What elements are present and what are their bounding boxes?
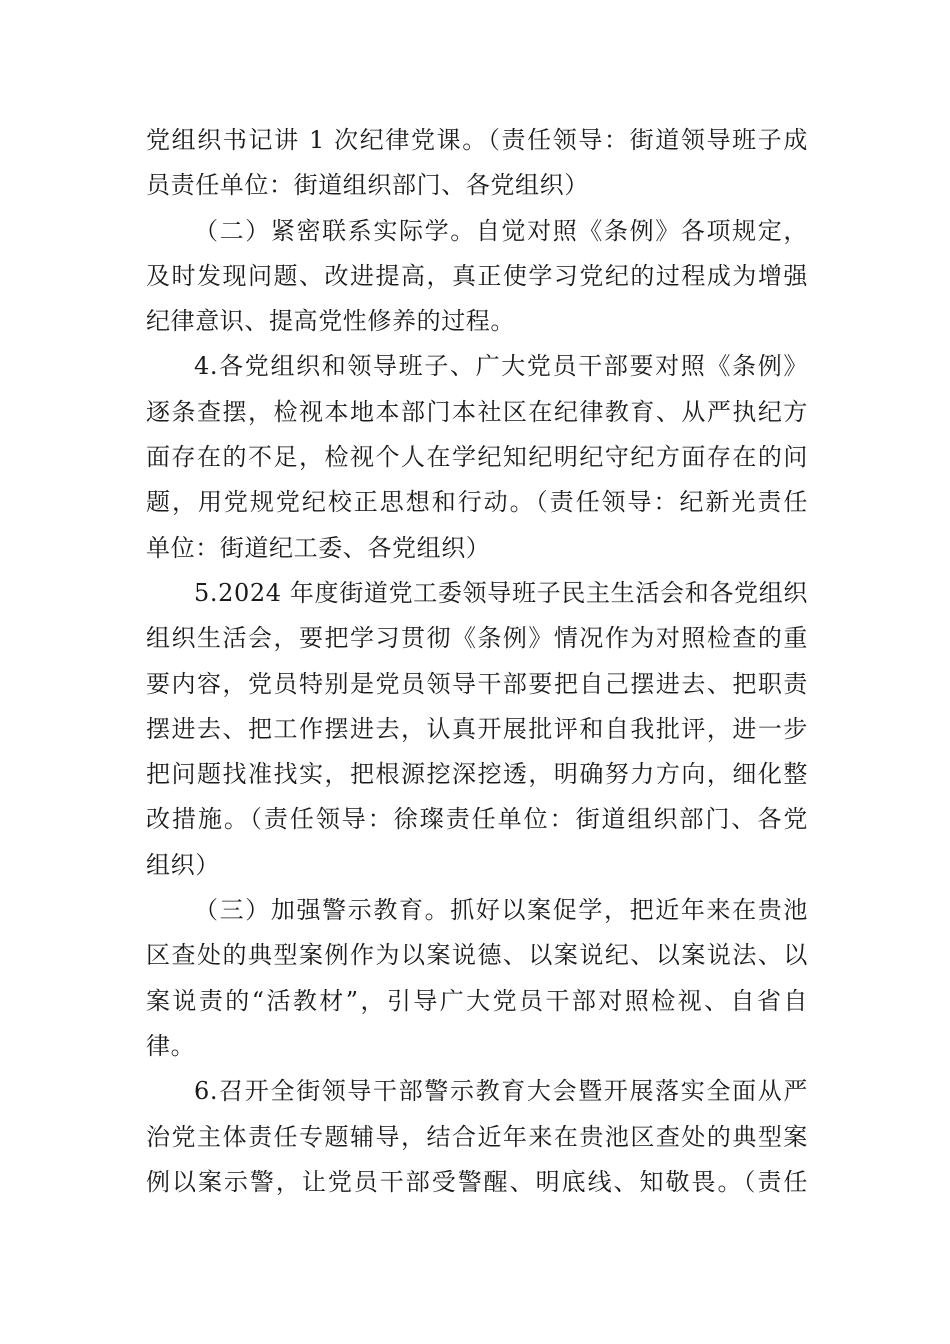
text-line: 面存在的不足，检视个人在学纪知纪明纪守纪方面存在的问 <box>146 443 808 472</box>
text-line: 逐条查摆，检视本地本部门本社区在纪律教育、从严执纪方 <box>146 397 808 426</box>
paragraph <box>146 571 808 888</box>
paragraph <box>146 1069 808 1205</box>
text-line: 律。 <box>146 1031 196 1060</box>
text-line: 案说责的“活教材”，引导广大党员干部对照检视、自省自 <box>146 986 808 1015</box>
text-line: 治党主体责任专题辅导，结合近年来在贵池区查处的典型案 <box>146 1122 808 1151</box>
text-line: 把问题找准找实，把根源挖深挖透，明确努力方向，细化整 <box>146 760 808 789</box>
text-line: 摆进去、把工作摆进去，认真开展批评和自我批评，进一步 <box>146 714 808 743</box>
text-line: 题，用党规党纪校正思想和行动。（责任领导：纪新光责任 <box>146 488 808 517</box>
text-line: 改措施。（责任领导：徐璨责任单位：街道组织部门、各党 <box>146 805 808 834</box>
paragraph <box>146 888 808 1069</box>
paragraph <box>146 209 808 345</box>
text-line: 例以案示警，让党员干部受警醒、明底线、知敬畏。（责任 <box>146 1167 808 1196</box>
text-line: 组织生活会，要把学习贯彻《条例》情况作为对照检查的重 <box>146 624 808 653</box>
text-line: 5.2024 年度街道党工委领导班子民主生活会和各党组织 <box>194 578 808 607</box>
document-body <box>146 118 808 1205</box>
text-line: 纪律意识、提高党性修养的过程。 <box>146 307 515 336</box>
text-line: 组织） <box>146 850 220 879</box>
text-line: 员责任单位：街道组织部门、各党组织） <box>146 171 589 200</box>
text-line: 4.各党组织和领导班子、广大党员干部要对照《条例》 <box>194 352 808 381</box>
text-line: 要内容，党员特别是党员领导干部要把自己摆进去、把职责 <box>146 669 808 698</box>
text-line: 党组织书记讲 1 次纪律党课。（责任领导：街道领导班子成 <box>146 126 808 154</box>
paragraph <box>146 344 808 570</box>
text-line: （三）加强警示教育。抓好以案促学，把近年来在贵池 <box>194 896 808 925</box>
text-line: （二）紧密联系实际学。自觉对照《条例》各项规定， <box>194 216 808 245</box>
text-line: 单位：街道纪工委、各党组织） <box>146 533 491 562</box>
text-line: 区查处的典型案例作为以案说德、以案说纪、以案说法、以 <box>146 941 808 970</box>
paragraph <box>146 118 808 209</box>
text-line: 及时发现问题、改进提高，真正使学习党纪的过程成为增强 <box>146 261 808 290</box>
text-line: 6.召开全街领导干部警示教育大会暨开展落实全面从严 <box>194 1077 808 1106</box>
